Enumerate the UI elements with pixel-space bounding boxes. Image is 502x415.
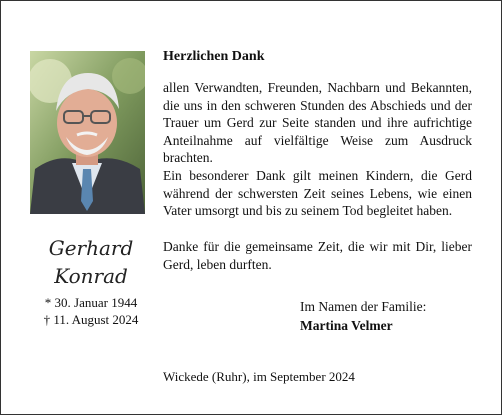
- notice-heading: Herzlichen Dank: [163, 49, 265, 64]
- first-name: Gerhard: [48, 236, 134, 260]
- place-date: Wickede (Ruhr), im September 2024: [163, 369, 355, 384]
- paragraph-children: Ein besonderer Dank gilt meinen Kindern, die Gerd während der schwersten Zeit seines Lebens, wie einen Vater umsorgt und bis zu seinem Tod begleitet haben.: [163, 168, 472, 218]
- last-name: Konrad: [54, 264, 128, 288]
- death-date: † 11. August 2024: [43, 312, 139, 327]
- deceased-name: [30, 234, 152, 290]
- portrait-image: [30, 51, 145, 214]
- portrait-photo: [30, 51, 145, 214]
- paragraph-gratitude: Danke für die gemeinsame Zeit, die wir mit Dir, lieber Gerd, leben durften.: [163, 239, 472, 272]
- life-dates: [30, 294, 152, 328]
- birth-date: * 30. Januar 1944: [44, 295, 138, 310]
- signature-intro: Im Namen der Familie:: [300, 299, 427, 314]
- paragraph-thanks: allen Verwandten, Freunden, Nachbarn und Bekannten, die uns in den schweren Stunden des Abschieds und der Trauer um Gerd zur Seite standen und ihre aufrichtige Anteilnahme auf vielfältige Weise zum Ausdruck brachten.: [163, 80, 472, 165]
- signature-name: Martina Velmer: [300, 318, 393, 333]
